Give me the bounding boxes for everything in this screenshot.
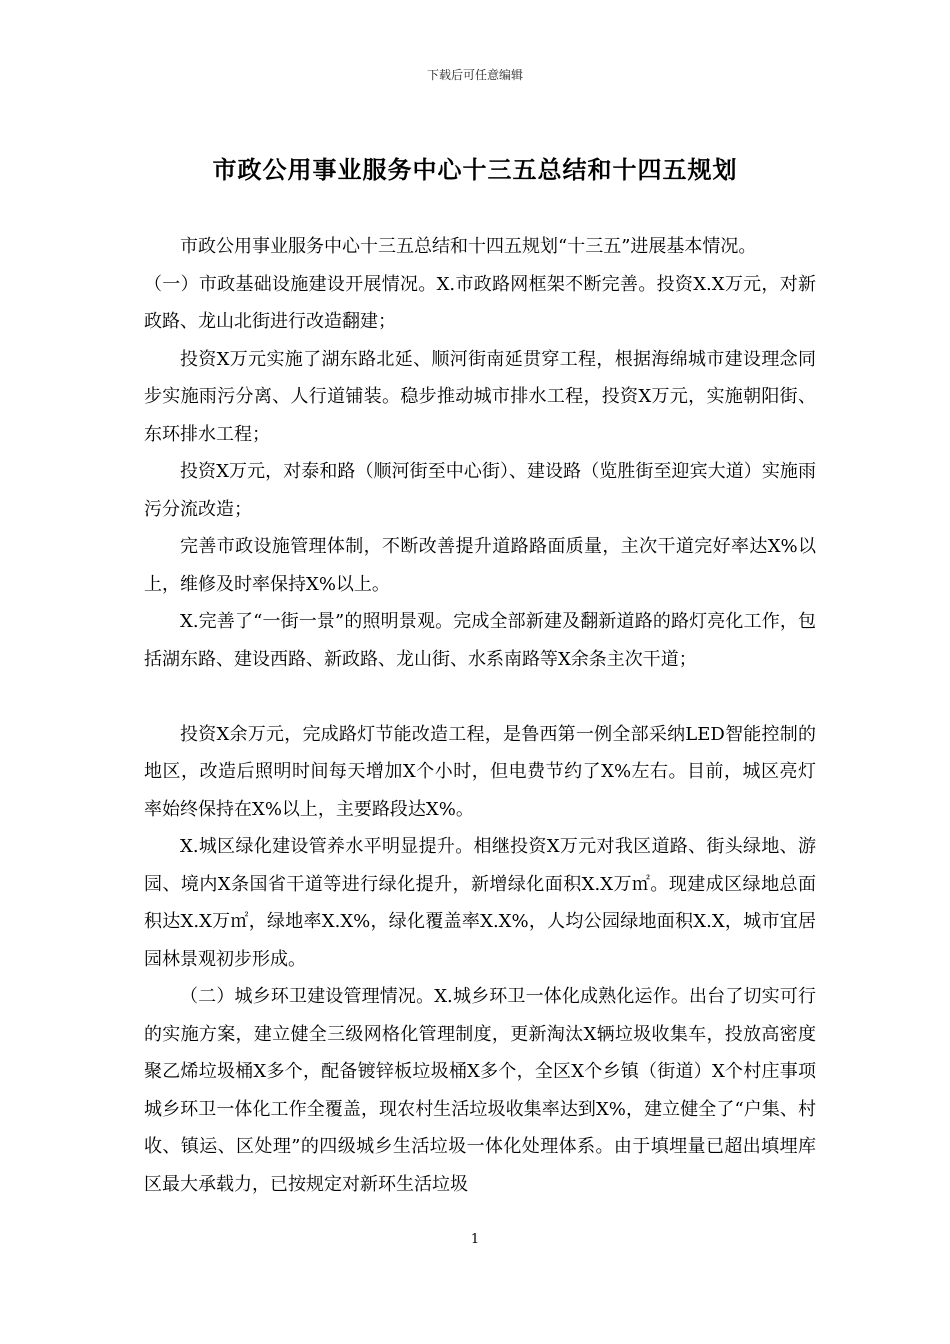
paragraph-intro: 市政公用事业服务中心十三五总结和十四五规划“十三五”进展基本情况。 [180, 236, 757, 257]
page-number: 1 [470, 1232, 480, 1247]
paragraph-led: 投资X余万元，完成路灯节能改造工程，是鲁西第一例全部采纳LED智能控制的地区，改造后照明时间每天增加X个小时，但电费节约了X%左右。目前，城区亮灯率始终保持在X%以上，主要路段达X%。 [144, 723, 816, 820]
paragraph-rain-sewage: 投资X万元，对泰和路（顺河街至中心街）、建设路（览胜街至迎宾大道）实施雨污分流改造； [144, 461, 816, 520]
paragraph-drainage: 投资X万元实施了湖东路北延、顺河街南延贯穿工程，根据海绵城市建设理念同步实施雨污分离、人行道铺装。稳步推动城市排水工程，投资X万元，实施朝阳街、东环排水工程； [144, 348, 816, 445]
paragraph-greening: X.城区绿化建设管养水平明显提升。相继投资X万元对我区道路、街头绿地、游园、境内X条国省干道等进行绿化提升，新增绿化面积X.X万㎡。现建成区绿地总面积达X.X万㎡，绿地率X.X%，绿化覆盖率X.X%，人均公园绿地面积X.X，城市宜居园林景观初步形成。 [144, 836, 816, 970]
paragraph-section-2: （二）城乡环卫建设管理情况。X.城乡环卫一体化成熟化运作。出台了切实可行的实施方案，建立健全三级网格化管理制度，更新淘汰X辆垃圾收集车，投放高密度聚乙烯垃圾桶X多个，配备镀锌板垃圾桶X多个，全区X个乡镇（街道）X个村庄事项城乡环卫一体化工作全覆盖，现农村生活垃圾收集率达到X%，建立健全了“户集、村收、镇运、区处理”的四级城乡生活垃圾一体化处理体系。由于填埋量已超出填埋库区最大承载力，已按规定对新环生活垃圾 [144, 986, 816, 1195]
paragraph-section-1: （一）市政基础设施建设开展情况。X.市政路网框架不断完善。投资X.X万元，对新政路、龙山北街进行改造翻建； [144, 273, 816, 332]
header-note: 下载后可任意编辑 [426, 68, 523, 82]
paragraph-management: 完善市政设施管理体制，不断改善提升道路路面质量，主次干道完好率达X%以上，维修及时率保持X%以上。 [144, 536, 816, 595]
paragraph-lighting: X.完善了“一街一景”的照明景观。完成全部新建及翻新道路的路灯亮化工作，包括湖东路、建设西路、新政路、龙山街、水系南路等X余条主次干道； [144, 611, 816, 670]
document-body [144, 228, 816, 1203]
document-title: 市政公用事业服务中心十三五总结和十四五规划 [212, 156, 738, 184]
